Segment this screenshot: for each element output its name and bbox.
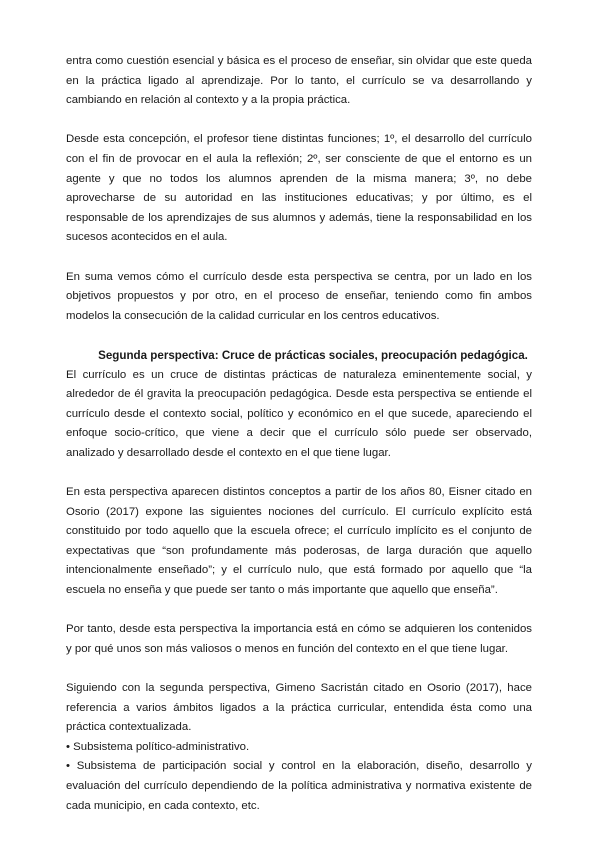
- paragraph-7: Siguiendo con la segunda perspectiva, Gimeno Sacristán citado en Osorio (2017), hace referencia a varios ámbitos ligados a la práctica curricular, entendida ésta como una práctica contextualizada.: [66, 682, 532, 734]
- bullet-item-2: • Subsistema de participación social y control en la elaboración, diseño, desarrollo y evaluación del currículo dependiendo de la política administrativa y normativa existente de cada municipio, en cada contexto, etc.: [66, 760, 532, 812]
- paragraph-4: El currículo es un cruce de distintas prácticas de naturaleza eminentemente social, y alrededor de él gravita la preocupación pedagógica. Desde esta perspectiva se entiende el currículo desde el contexto social, político y económico en el que sucede, apareciendo el enfoque socio-crítico, que viene a decir que el currículo sólo puede ser observado, analizado y desarrollado desde el contexto en el que tiene lugar.: [66, 368, 532, 459]
- paragraph-2: Desde esta concepción, el profesor tiene distintas funciones; 1º, el desarrollo del currículo con el fin de provocar en el aula la reflexión; 2º, ser consciente de que el entorno es un agente y que no todos los alumnos aprenden de la misma manera; 3º, no debe aprovecharse de su autoridad en las instituciones educativas; y por último, es el responsable de los aprendizajes de sus alumnos y además, tiene la responsabilidad en los sucesos acontecidos en el aula.: [66, 133, 532, 244]
- section-heading: Segunda perspectiva: Cruce de prácticas sociales, preocupación pedagógica.: [98, 348, 528, 362]
- paragraph-gap: [66, 601, 532, 621]
- paragraph-gap: [66, 111, 532, 131]
- paragraph-gap: [66, 248, 532, 268]
- paragraph-gap: [66, 326, 532, 346]
- paragraph-6: Por tanto, desde esta perspectiva la importancia está en cómo se adquieren los contenidos y por qué unos son más valiosos o menos en función del contexto en el que tiene lugar.: [66, 623, 532, 655]
- paragraph-3: En suma vemos cómo el currículo desde esta perspectiva se centra, por un lado en los objetivos propuestos y por otro, en el proceso de enseñar, teniendo como fin ambos modelos la consecución de la calidad curricular en los centros educativos.: [66, 270, 532, 322]
- paragraph-gap: [66, 659, 532, 679]
- bullet-item-1: • Subsistema político-administrativo.: [66, 740, 250, 753]
- paragraph-5: En esta perspectiva aparecen distintos conceptos a partir de los años 80, Eisner citado en Osorio (2017) expone las siguientes nociones del currículo. El currículo explícito está constituido por todo aquello que la escuela ofrece; el currículo implícito es el conjunto de expectativas que “son profundamente más poderosas, de larga duración que aquello intencionalmente enseñado”; y el currículo nulo, que está formado por aquello que “la escuela no enseña y que puede ser tanto o más importante que aquello que enseña”.: [66, 486, 532, 597]
- paragraph-1: entra como cuestión esencial y básica es el proceso de enseñar, sin olvidar que este queda en la práctica ligado al aprendizaje. Por lo tanto, el currículo se va desarrollando y cambiando en relación al contexto y a la propia práctica.: [66, 55, 532, 107]
- document-page: [66, 52, 532, 816]
- paragraph-gap: [66, 463, 532, 483]
